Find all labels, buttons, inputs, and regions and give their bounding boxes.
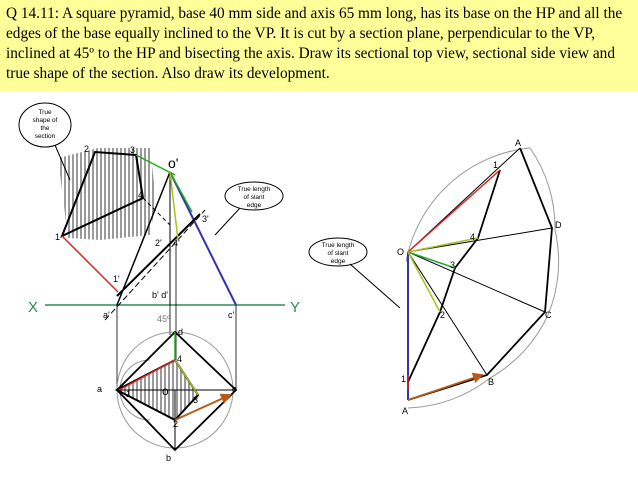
tv-c-label: c (232, 384, 237, 394)
callout-tl-right-line2: of slant (327, 250, 349, 257)
dev-yellow-segment (408, 238, 478, 252)
dev-line-oc (408, 252, 545, 312)
callout-tl-right-line3: edge (330, 258, 346, 265)
bd-prime-label: b' d' (152, 290, 168, 300)
callout-true-shape-line4: section (34, 133, 56, 140)
pt2-prime-label: 2' (155, 238, 162, 248)
o-prime-label: o' (168, 155, 179, 171)
y-label: Y (290, 299, 301, 316)
dev-3-label: 3 (450, 260, 456, 270)
callout-tl-left-line3: edge (246, 202, 262, 209)
tv-a-label: a (97, 384, 103, 394)
dev-D-label: D (555, 220, 562, 230)
dev-brown-arrow (408, 375, 482, 400)
callout-true-shape-line2: shape of (32, 117, 58, 124)
ts-label-3: 3 (130, 145, 136, 155)
dev-A-top-label: A (515, 138, 522, 148)
dev-B-label: B (488, 377, 495, 387)
ts-red-line (62, 236, 118, 292)
ts-label-4: 4 (138, 190, 144, 200)
ts-label-1: 1 (55, 232, 61, 242)
a-prime-label: a' (103, 310, 110, 320)
tv-1-label: 1 (126, 389, 132, 399)
pt4-prime-label: 4' (173, 238, 180, 248)
callout-true-length-left (215, 182, 283, 235)
development (397, 138, 562, 416)
callout-true-shape-line3: the (40, 125, 50, 132)
tv-b-label: b (166, 453, 172, 463)
c-prime-label: c' (228, 310, 235, 320)
tv-d-label: d (178, 327, 184, 337)
dev-4-label: 4 (470, 232, 476, 242)
ts-label-2: 2 (84, 144, 90, 154)
tv-2-label: 2 (173, 419, 179, 429)
x-label: X (28, 299, 39, 316)
tv-o-label: o (162, 384, 169, 398)
top-view (97, 327, 237, 463)
callout-tl-left-line2: of slant (243, 194, 265, 201)
callout-true-length-right (309, 238, 400, 308)
tv-4-label: 4 (177, 354, 183, 364)
callout-tl-left-line1: True length (237, 186, 271, 193)
angle-label: 45º (157, 314, 171, 324)
dev-section-outline (408, 170, 500, 382)
dev-C-label: C (545, 310, 552, 320)
dev-1-bottom-label: 1 (401, 374, 407, 384)
true-shape-section (55, 144, 175, 292)
pt1-prime-label: 1' (113, 274, 120, 284)
question-text: Q 14.11: A square pyramid, base 40 mm side and axis 65 mm long, has its base on the HP and all the edges of the base equally inclined to the VP. It is cut by a section plane, perpendicular to the VP, inclined at 45º to the HP and bisecting the axis. Draw its sectional top view, sectional side view and true shape of the section. Also draw its development. (0, 0, 638, 91)
pt3-prime-label: 3' (202, 214, 209, 224)
dev-A-bottom-label: A (402, 406, 409, 416)
callout-true-shape-line1: True (38, 109, 52, 116)
tv-3-label: 3 (193, 395, 199, 405)
callout-tl-right-line1: True length (321, 242, 355, 249)
dev-1-top-label: 1 (493, 160, 499, 170)
dev-2-label: 2 (440, 310, 446, 320)
dev-O-label: O (397, 247, 405, 257)
